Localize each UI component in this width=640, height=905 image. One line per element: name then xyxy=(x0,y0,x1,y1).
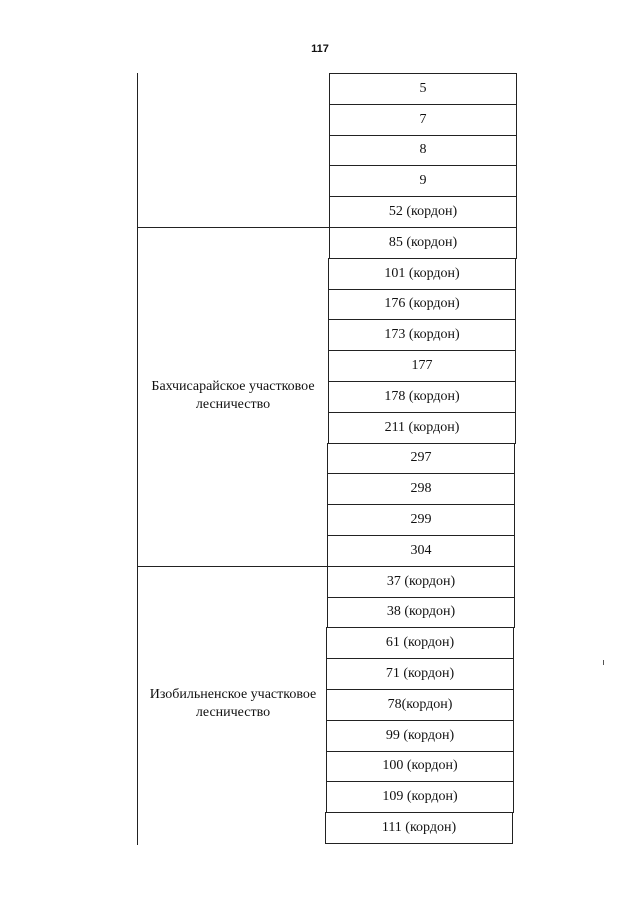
section-separator xyxy=(137,566,329,567)
table-cell: 61 (кордон) xyxy=(326,627,514,659)
table-cell: 9 xyxy=(329,165,517,197)
page-number: 117 xyxy=(311,43,329,55)
section-label xyxy=(140,686,326,722)
table-cell: 7 xyxy=(329,104,517,136)
table-cell: 101 (кордон) xyxy=(328,258,516,290)
table-cell: 111 (кордон) xyxy=(325,812,513,844)
table-cell: 173 (кордон) xyxy=(328,319,516,351)
table-cell: 178 (кордон) xyxy=(328,381,516,413)
table-cell: 297 xyxy=(327,443,515,475)
table-cell: 5 xyxy=(329,73,517,105)
table-cell: 299 xyxy=(327,504,515,536)
table-cell: 71 (кордон) xyxy=(326,658,514,690)
table-cell: 304 xyxy=(327,535,515,567)
section-label-line: Бахчисарайское участковое xyxy=(151,379,315,395)
table-cell: 99 (кордон) xyxy=(326,720,514,752)
table-cell: 78(кордон) xyxy=(326,689,514,721)
table-cell: 176 (кордон) xyxy=(328,289,516,321)
table-left-border xyxy=(137,73,138,845)
section-label xyxy=(140,378,326,414)
section-label-line: лесничество xyxy=(195,705,271,721)
table-cell: 298 xyxy=(327,473,515,505)
table-cell: 38 (кордон) xyxy=(327,597,515,629)
section-separator xyxy=(137,227,329,228)
table-cell: 37 (кордон) xyxy=(327,566,515,598)
table-cell: 177 xyxy=(328,350,516,382)
scan-mark xyxy=(603,660,604,665)
table-cell: 100 (кордон) xyxy=(326,751,514,783)
table-cell: 85 (кордон) xyxy=(329,227,517,259)
table-cell: 109 (кордон) xyxy=(326,781,514,813)
section-label-line: лесничество xyxy=(195,397,271,413)
table-cell: 8 xyxy=(329,135,517,167)
table-cell: 211 (кордон) xyxy=(328,412,516,444)
section-label-line: Изобильненское участковое xyxy=(149,687,317,703)
table-cell: 52 (кордон) xyxy=(329,196,517,228)
